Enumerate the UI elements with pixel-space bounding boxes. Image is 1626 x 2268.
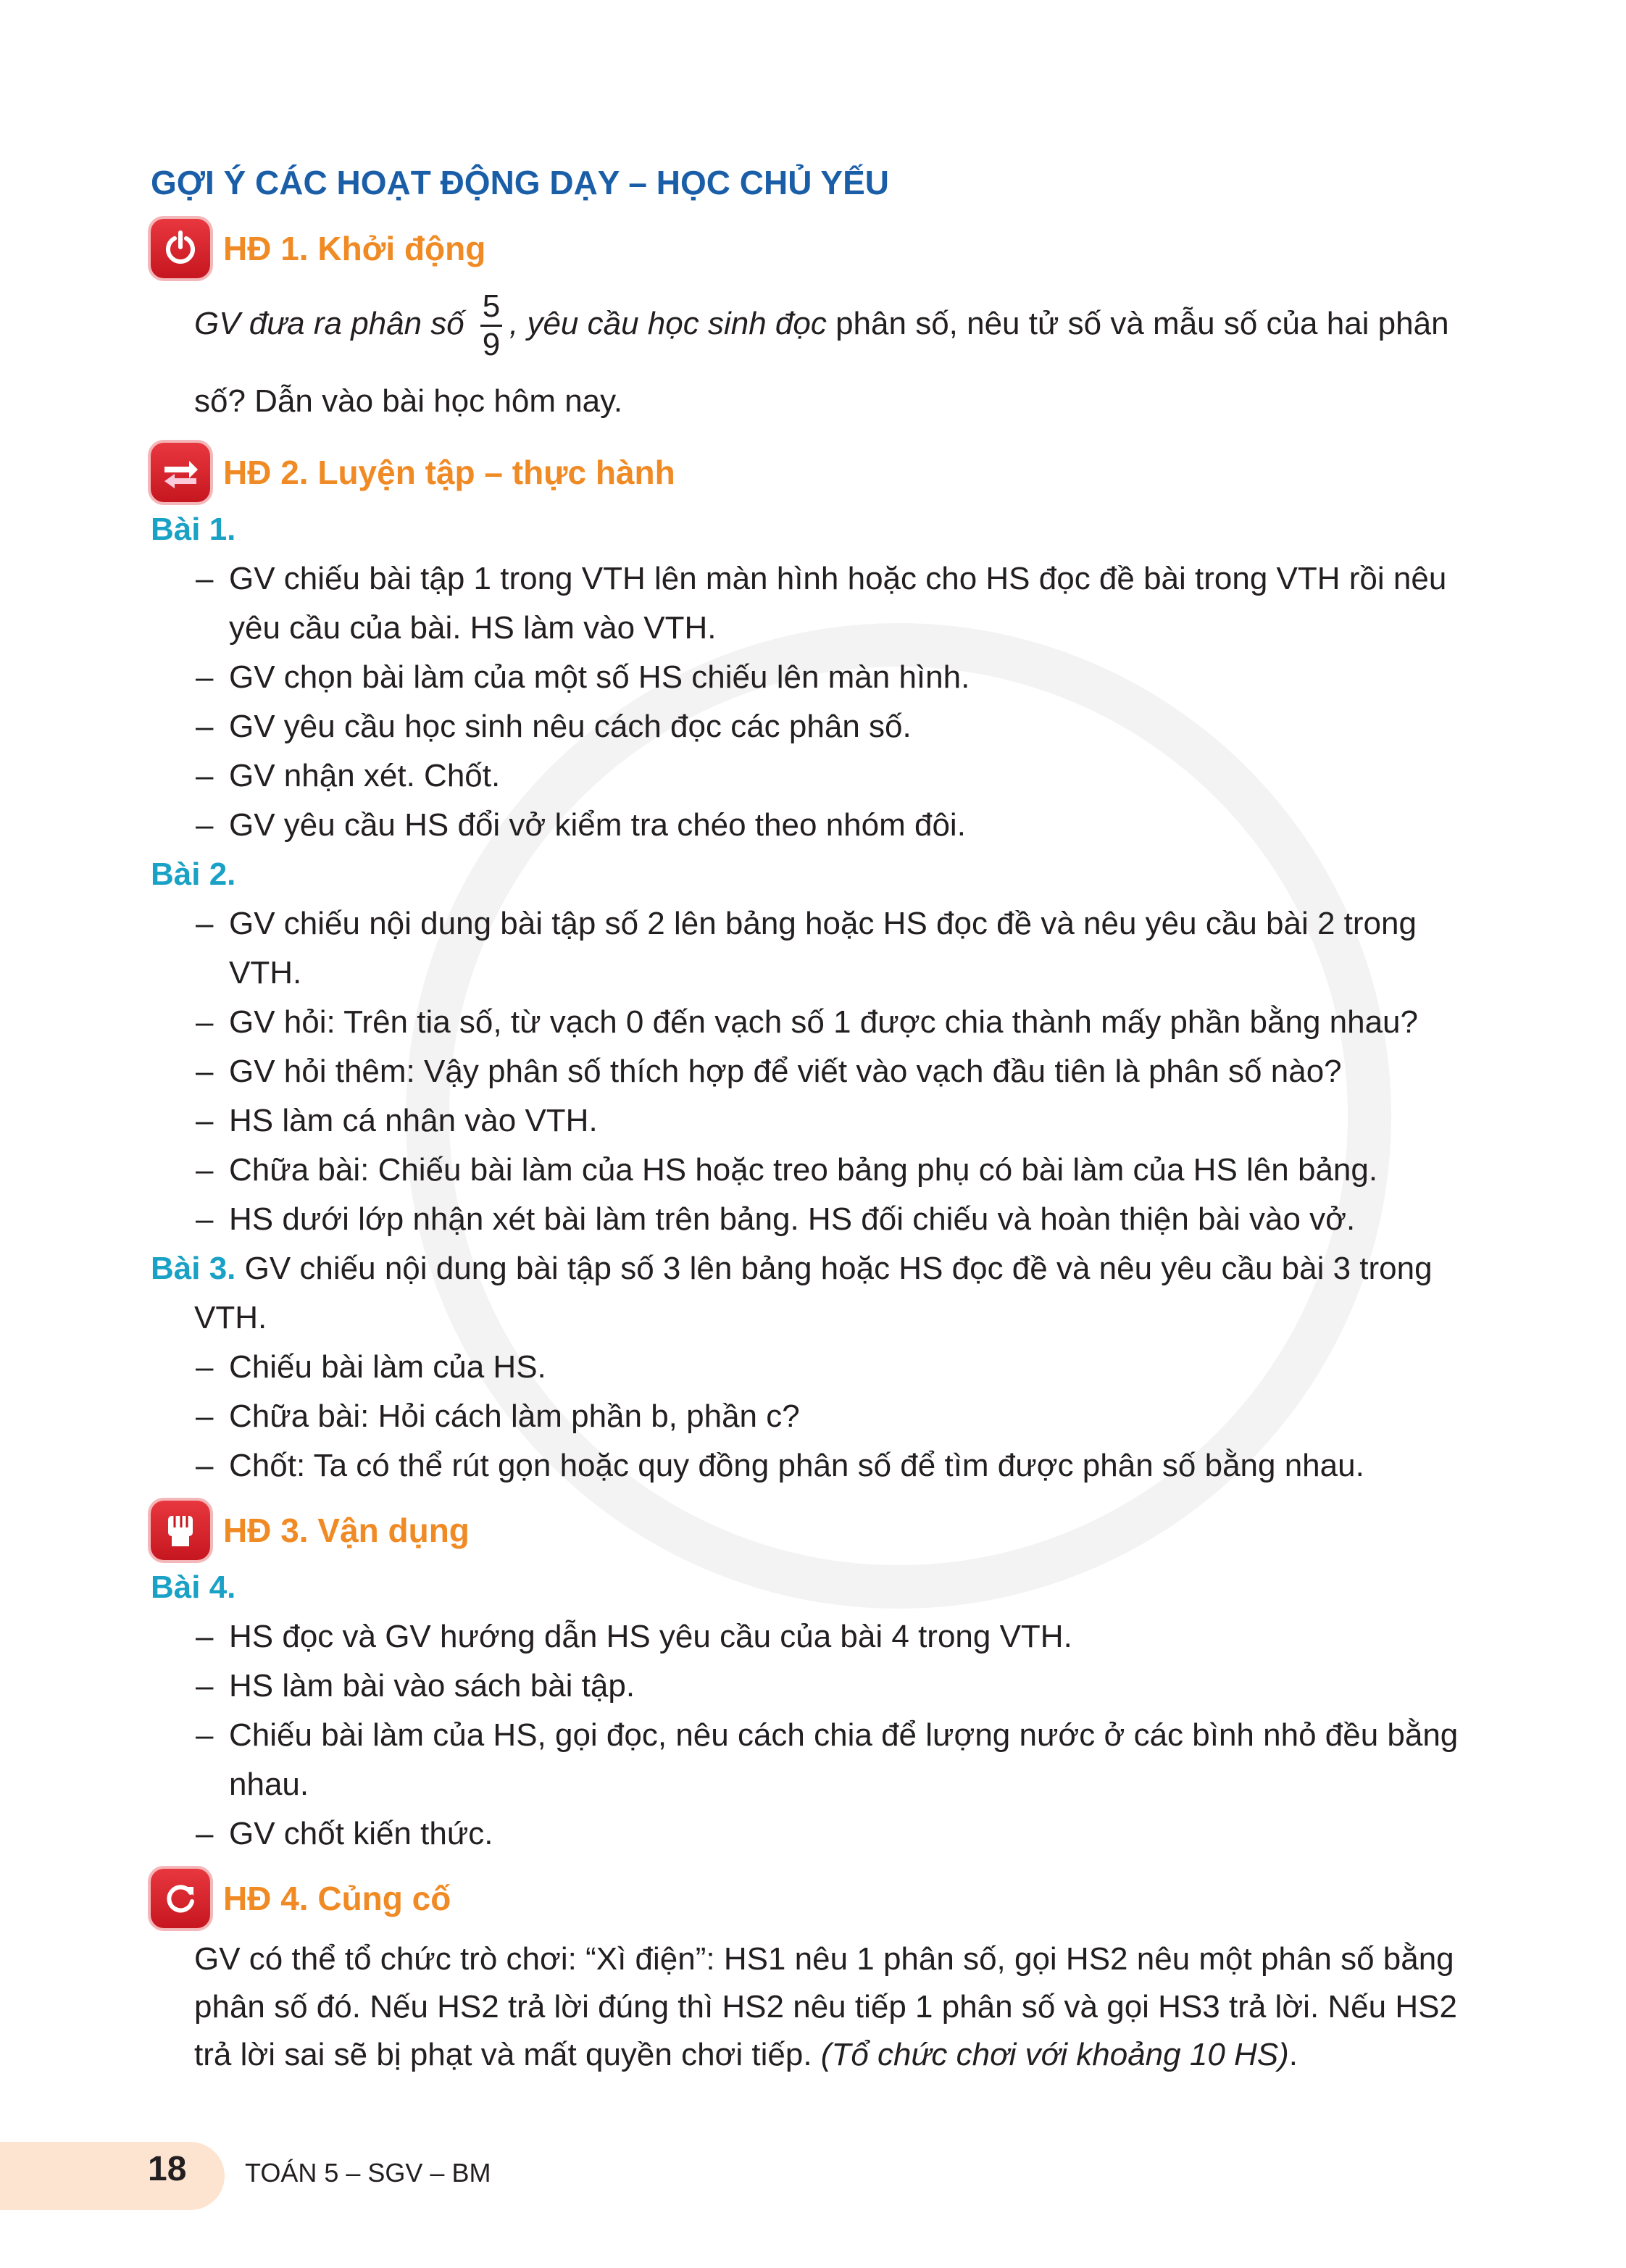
fraction-5-9 bbox=[480, 288, 502, 363]
bai3-list bbox=[151, 1343, 1484, 1491]
bai2-heading: Bài 2. bbox=[151, 856, 236, 892]
section-hd4-title: HĐ 4. Củng cố bbox=[223, 1880, 451, 1917]
section-hd2-header bbox=[151, 440, 1484, 505]
bai3-heading: Bài 3. bbox=[151, 1251, 236, 1286]
section-hd1-title: HĐ 1. Khởi động bbox=[223, 230, 486, 267]
list-item: – HS dưới lớp nhận xét bài làm trên bảng. HS đối chiếu và hoàn thiện bài vào vở. bbox=[196, 1195, 1484, 1244]
page-content bbox=[151, 159, 1484, 2079]
section-hd1-header bbox=[151, 216, 1484, 281]
list-item: – GV chiếu bài tập 1 trong VTH lên màn hình hoặc cho HS đọc đề bài trong VTH rồi nêu yêu cầu của bài. HS làm vào VTH. bbox=[196, 554, 1484, 653]
list-item: – GV chọn bài làm của một số HS chiếu lên màn hình. bbox=[196, 653, 1484, 702]
bai2-list bbox=[151, 899, 1484, 1244]
list-item: – GV hỏi: Trên tia số, từ vạch 0 đến vạch số 1 được chia thành mấy phần bằng nhau? bbox=[196, 998, 1484, 1047]
section-hd3-title: HĐ 3. Vận dụng bbox=[223, 1512, 470, 1549]
fraction-denominator: 9 bbox=[482, 327, 501, 362]
hd1-intro-italic-2: , yêu cầu học sinh đọc bbox=[509, 306, 827, 342]
fraction-numerator: 5 bbox=[482, 288, 501, 324]
list-item: – HS làm cá nhân vào VTH. bbox=[196, 1096, 1484, 1146]
hd4-text bbox=[151, 1935, 1484, 2079]
refresh-icon bbox=[151, 1869, 210, 1928]
page-number: 18 bbox=[148, 2150, 187, 2188]
hd1-intro-rest: phân số, nêu tử số và mẫu số của hai phân bbox=[826, 306, 1449, 342]
fist-icon bbox=[151, 1501, 210, 1560]
list-item: – GV yêu cầu HS đổi vở kiểm tra chéo theo nhóm đôi. bbox=[196, 801, 1484, 850]
list-item: – HS làm bài vào sách bài tập. bbox=[196, 1662, 1484, 1711]
bai1-list bbox=[151, 554, 1484, 850]
section-hd3-header bbox=[151, 1498, 1484, 1563]
list-item: – Chữa bài: Chiếu bài làm của HS hoặc treo bảng phụ có bài làm của HS lên bảng. bbox=[196, 1146, 1484, 1195]
hd1-intro-line2: số? Dẫn vào bài học hôm nay. bbox=[194, 383, 623, 419]
section-hd2-title: HĐ 2. Luyện tập – thực hành bbox=[223, 454, 675, 491]
footer-tab bbox=[0, 2142, 225, 2210]
list-item: – Chữa bài: Hỏi cách làm phần b, phần c? bbox=[196, 1392, 1484, 1441]
bai3-text: GV chiếu nội dung bài tập số 3 lên bảng hoặc HS đọc đề và nêu yêu cầu bài 3 trong bbox=[244, 1251, 1433, 1286]
bai4-list bbox=[151, 1612, 1484, 1859]
hd4-text-italic: (Tổ chức chơi với khoảng 10 HS) bbox=[820, 2037, 1289, 2072]
list-item: – Chiếu bài làm của HS. bbox=[196, 1343, 1484, 1392]
hd1-intro-italic: GV đưa ra phân số bbox=[194, 306, 464, 342]
bai1-heading: Bài 1. bbox=[151, 512, 236, 547]
exchange-arrows-icon bbox=[151, 443, 210, 502]
power-icon bbox=[151, 219, 210, 278]
bai3-text-line2: VTH. bbox=[194, 1300, 267, 1335]
list-item: – GV chiếu nội dung bài tập số 2 lên bảng hoặc HS đọc đề và nêu yêu cầu bài 2 trong VTH. bbox=[196, 899, 1484, 998]
list-item: – Chốt: Ta có thể rút gọn hoặc quy đồng phân số để tìm được phân số bằng nhau. bbox=[196, 1441, 1484, 1491]
list-item: – Chiếu bài làm của HS, gọi đọc, nêu cách chia để lượng nước ở các bình nhỏ đều bằng nhau. bbox=[196, 1711, 1484, 1809]
list-item: – GV yêu cầu học sinh nêu cách đọc các phân số. bbox=[196, 702, 1484, 751]
hd4-text-main: GV có thể tổ chức trò chơi: “Xì điện”: HS1 nêu 1 phân số, gọi HS2 nêu một phân số bằng phân số đó. Nếu HS2 trả lời đúng thì HS2 nêu tiếp 1 phân số và gọi HS3 trả lời. Nếu HS2 trả lời sai sẽ bị phạt và mất quyền chơi tiếp. bbox=[194, 1941, 1457, 2072]
list-item: – GV chốt kiến thức. bbox=[196, 1809, 1484, 1859]
section-hd4-header bbox=[151, 1866, 1484, 1931]
footer-book-title: TOÁN 5 – SGV – BM bbox=[245, 2158, 491, 2188]
bai3-intro bbox=[151, 1244, 1484, 1293]
bai4-heading: Bài 4. bbox=[151, 1569, 236, 1605]
hd4-text-end: . bbox=[1288, 2037, 1298, 2072]
hd1-intro bbox=[151, 288, 1484, 363]
page-title: GỢI Ý CÁC HOẠT ĐỘNG DẠY – HỌC CHỦ YẾU bbox=[151, 164, 889, 201]
list-item: – GV hỏi thêm: Vậy phân số thích hợp để viết vào vạch đầu tiên là phân số nào? bbox=[196, 1047, 1484, 1096]
list-item: – GV nhận xét. Chốt. bbox=[196, 751, 1484, 801]
list-item: – HS đọc và GV hướng dẫn HS yêu cầu của bài 4 trong VTH. bbox=[196, 1612, 1484, 1662]
